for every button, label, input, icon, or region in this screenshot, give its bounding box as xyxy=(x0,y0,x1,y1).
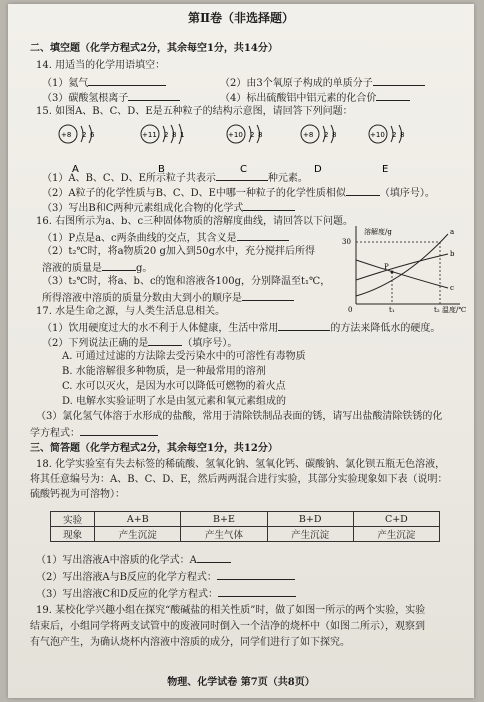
svg-text:+10: +10 xyxy=(228,131,243,139)
table-header: B+D xyxy=(267,512,353,527)
table-row xyxy=(51,527,440,542)
svg-text:8: 8 xyxy=(258,131,263,139)
q14-part3: （3）碳酸氢根离子 xyxy=(42,90,180,105)
point-label-p: P xyxy=(384,263,389,271)
atom-b-diagram xyxy=(141,124,184,175)
q19-line2: 结束后，小组同学将两支试管中的废液同时倒入一个洁净的烧杯中（如图二所示），观察到 xyxy=(30,621,425,632)
svg-text:2: 2 xyxy=(324,131,329,139)
page-footer: 物理、化学试卷 第7页（共8页） xyxy=(167,677,315,688)
graph-xlabel: 温度/℃ xyxy=(442,306,467,314)
q17-option-d: D. 电解水实验证明了水是由氢元素和氧元素组成的 xyxy=(62,396,287,407)
q19-line1: 19. 某校化学兴趣小组在探究“酸碱盐的相关性质”时，做了如图一所示的两个实验，实验 xyxy=(36,605,426,616)
curve-label-a: a xyxy=(450,228,455,236)
svg-text:2: 2 xyxy=(250,131,255,139)
svg-text:2: 2 xyxy=(82,131,87,139)
graph-xtick-t2: t₂ xyxy=(434,306,440,314)
graph-xtick-t1: t₁ xyxy=(389,306,395,314)
q15-part3: （3）写出B和C两种元素组成化合物的化学式 xyxy=(42,200,295,215)
svg-text:+8: +8 xyxy=(61,131,72,139)
section3-heading: 三、简答题（化学方程式2分，其余每空1分，共12分） xyxy=(30,443,278,454)
q18-part3: （3）写出溶液C和D反应的化学方程式： xyxy=(36,586,296,601)
q16-part2a: （2）t₂℃时，将a物质20 g加入到50g水中，充分搅拌后所得 xyxy=(42,246,315,257)
q16-part1: （1）P点是a、c两条曲线的交点，其含义是 xyxy=(42,230,289,245)
q17-option-c: C. 水可以灭火，是因为水可以降低可燃物的着火点 xyxy=(62,381,286,392)
svg-text:6: 6 xyxy=(90,131,95,139)
table-header-row xyxy=(51,512,440,527)
q15-stem: 15. 如图A、B、C、D、E是五种粒子的结构示意图，请回答下列问题： xyxy=(36,106,353,117)
experiment-table xyxy=(50,511,440,542)
svg-text:+10: +10 xyxy=(370,131,385,139)
table-cell: 产生沉淀 xyxy=(353,527,439,542)
q18-line3: 硫酸钙视为可溶物）： xyxy=(30,489,125,500)
table-cell: 现象 xyxy=(51,527,95,542)
q14-part2: （2）由3个氧原子构成的单质分子 xyxy=(220,75,425,90)
atom-a-diagram xyxy=(59,125,95,175)
q17-part1: （1）饮用硬度过大的水不利于人体健康，生活中常用 的方法来降低水的硬度。 xyxy=(42,320,440,335)
curve-label-c: c xyxy=(450,284,454,292)
curve-b xyxy=(356,254,448,280)
q18-part1: （1）写出溶液A中溶质的化学式：A xyxy=(36,552,231,567)
svg-text:C: C xyxy=(240,164,247,175)
svg-text:8: 8 xyxy=(172,131,177,139)
q17-stem: 17. 水是生命之源，与人类生活息息相关。 xyxy=(36,306,226,317)
table-header: B+E xyxy=(181,512,267,527)
svg-text:E: E xyxy=(382,164,389,175)
q18-line1: 18. 化学实验室有失去标签的稀硫酸、氢氧化钠、氢氧化钙、碳酸钠、氯化钡五瓶无色溶液， xyxy=(36,459,446,470)
q17-option-b: B. 水能溶解很多种物质，是一种最常用的溶剂 xyxy=(62,366,266,377)
graph-ylabel: 溶解度/g xyxy=(364,228,392,236)
q15-part1: （1）A、B、C、D、E所示粒子共表示 种元素。 xyxy=(42,170,308,185)
solubility-curve-graph xyxy=(334,222,466,314)
table-header: A+B xyxy=(95,512,181,527)
intersection-point-p xyxy=(391,271,394,274)
svg-text:2: 2 xyxy=(164,131,169,139)
q16-part3b: 所得溶液中溶质的质量分数由大到小的顺序是 xyxy=(42,290,294,305)
q15-part2: （2）A粒子的化学性质与B、C、D、E中哪一种粒子的化学性质相似 （填序号）。 xyxy=(42,185,435,200)
svg-text:2: 2 xyxy=(392,131,397,139)
q17-part3a: （3）氯化氢气体溶于水形成的盐酸，常用于清除铁制品表面的锈，请写出盐酸清除铁锈的化 xyxy=(36,411,443,422)
table-header: C+D xyxy=(353,512,439,527)
table-header: 实验 xyxy=(51,512,95,527)
graph-origin: 0 xyxy=(348,306,353,314)
svg-text:+8: +8 xyxy=(303,131,314,139)
q18-part2: （2）写出溶液A与B反应的化学方程式： xyxy=(36,569,295,584)
graph-ytick: 30 xyxy=(342,238,351,246)
atom-c-diagram xyxy=(227,125,262,175)
svg-text:8: 8 xyxy=(332,131,337,139)
table-cell: 产生沉淀 xyxy=(267,527,353,542)
q16-stem: 16. 右图所示为a、b、c三种固体物质的溶解度曲线，请回答以下问题。 xyxy=(36,216,354,227)
q18-line2: 将其任意编号为：A、B、C、D、E，然后两两混合进行实验，其部分实验现象如下表（说明： xyxy=(30,474,448,485)
exam-page xyxy=(8,4,474,698)
svg-text:+11: +11 xyxy=(142,131,157,139)
svg-text:B: B xyxy=(158,164,165,175)
svg-text:D: D xyxy=(314,164,322,175)
svg-text:8: 8 xyxy=(400,131,405,139)
q14-stem: 14. 用适当的化学用语填空： xyxy=(36,60,166,71)
table-cell: 产生气体 xyxy=(181,527,267,542)
svg-text:A: A xyxy=(72,164,79,175)
q16-part3a: （3）t₂℃时，将a、b、c的饱和溶液各100g，分别降温至t₁℃， xyxy=(42,276,331,287)
atom-e-diagram xyxy=(369,125,404,175)
q17-option-a: A. 可通过过滤的方法除去受污染水中的可溶性有毒物质 xyxy=(62,351,306,362)
q19-line3: 有气泡产生，为确认烧杯内溶液中溶质的成分，同学们进行了如下探究。 xyxy=(30,637,350,648)
page-title: 第Ⅱ卷（非选择题） xyxy=(187,11,295,25)
atom-structure-diagrams xyxy=(28,118,448,175)
q14-part1: （1）氦气 xyxy=(42,75,166,90)
curve-label-b: b xyxy=(450,250,455,258)
svg-text:1: 1 xyxy=(180,131,185,139)
q16-part2b: 溶液的质量是 g。 xyxy=(42,260,152,275)
q14-part4: （4）标出硫酸铝中铝元素的化合价 xyxy=(220,90,410,105)
table-cell: 产生沉淀 xyxy=(95,527,181,542)
q17-part3b: 学方程式： xyxy=(30,425,158,440)
section2-heading: 二、填空题（化学方程式2分，其余每空1分，共14分） xyxy=(30,43,278,54)
q17-part2: （2）下列说法正确的是 （填序号）。 xyxy=(42,335,237,350)
atom-d-diagram xyxy=(301,125,336,175)
